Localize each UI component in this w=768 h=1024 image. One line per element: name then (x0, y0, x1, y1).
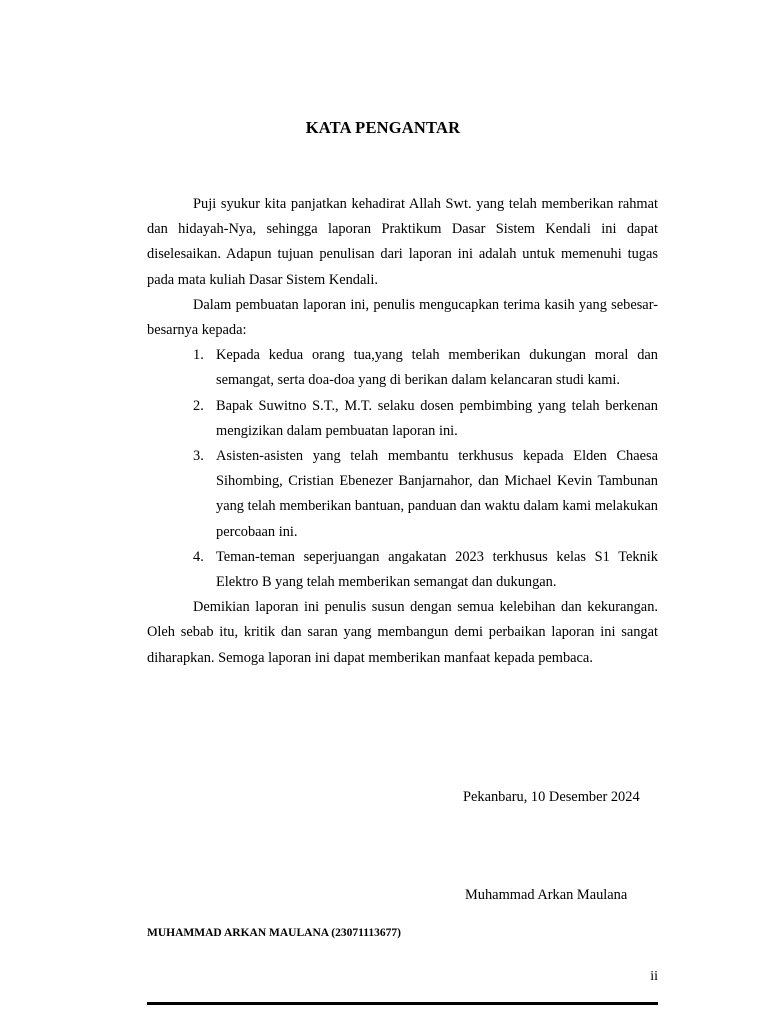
list-item (193, 545, 658, 595)
acknowledgement-list (147, 343, 658, 595)
list-item (193, 394, 658, 444)
page-number: ii (650, 969, 658, 984)
footer-author: MUHAMMAD ARKAN MAULANA (23071113677) (147, 927, 401, 939)
list-item-number: 2. (193, 397, 204, 414)
list-item-text: Teman-teman seperjuangan angakatan 2023 terkhusus kelas S1 Teknik Elektro B yang telah memberikan semangat dan dukungan. (216, 548, 658, 591)
place-date: Pekanbaru, 10 Desember 2024 (463, 789, 640, 805)
list-item-text: Kepada kedua orang tua,yang telah memberikan dukungan moral dan semangat, serta doa-doa yang di berikan dalam kelancaran studi kami. (216, 347, 658, 389)
page-title: KATA PENGANTAR (305, 118, 461, 138)
list-item (193, 444, 658, 545)
list-item-text: Bapak Suwitno S.T., M.T. selaku dosen pembimbing yang telah berkenan mengizikan dalam pembuatan laporan ini. (216, 397, 658, 439)
signer-name: Muhammad Arkan Maulana (465, 887, 628, 903)
closing-paragraph: Demikian laporan ini penulis susun dengan semua kelebihan dan kekurangan. Oleh sebab itu, kritik dan saran yang membangun demi perbaikan laporan ini sangat diharapkan. Semoga laporan ini dapat memberikan manfaat kepada pembaca. (147, 599, 658, 666)
list-item-number: 4. (193, 548, 204, 565)
document-body (147, 192, 658, 671)
footer-divider (147, 1002, 658, 1005)
list-item-number: 3. (193, 448, 204, 465)
list-item (193, 343, 658, 393)
list-item-text: Asisten-asisten yang telah membantu terkhusus kepada Elden Chaesa Sihombing, Cristian Ebenezer Banjarnahor, dan Michael Kevin Tambunan yang telah memberikan bantuan, panduan dan waktu dalam kami melakukan percobaan ini. (216, 448, 658, 540)
list-item-number: 1. (193, 347, 204, 364)
opening-paragraph: Puji syukur kita panjatkan kehadirat Allah Swt. yang telah memberikan rahmat dan hidayah-Nya, sehingga laporan Praktikum Dasar Sistem Kendali ini dapat diselesaikan. Adapun tujuan penulisan dari laporan ini adalah untuk memenuhi tugas pada mata kuliah Dasar Sistem Kendali. (147, 196, 658, 288)
thanks-intro-paragraph: Dalam pembuatan laporan ini, penulis mengucapkan terima kasih yang sebesar-besarnya kepada: (147, 296, 658, 339)
